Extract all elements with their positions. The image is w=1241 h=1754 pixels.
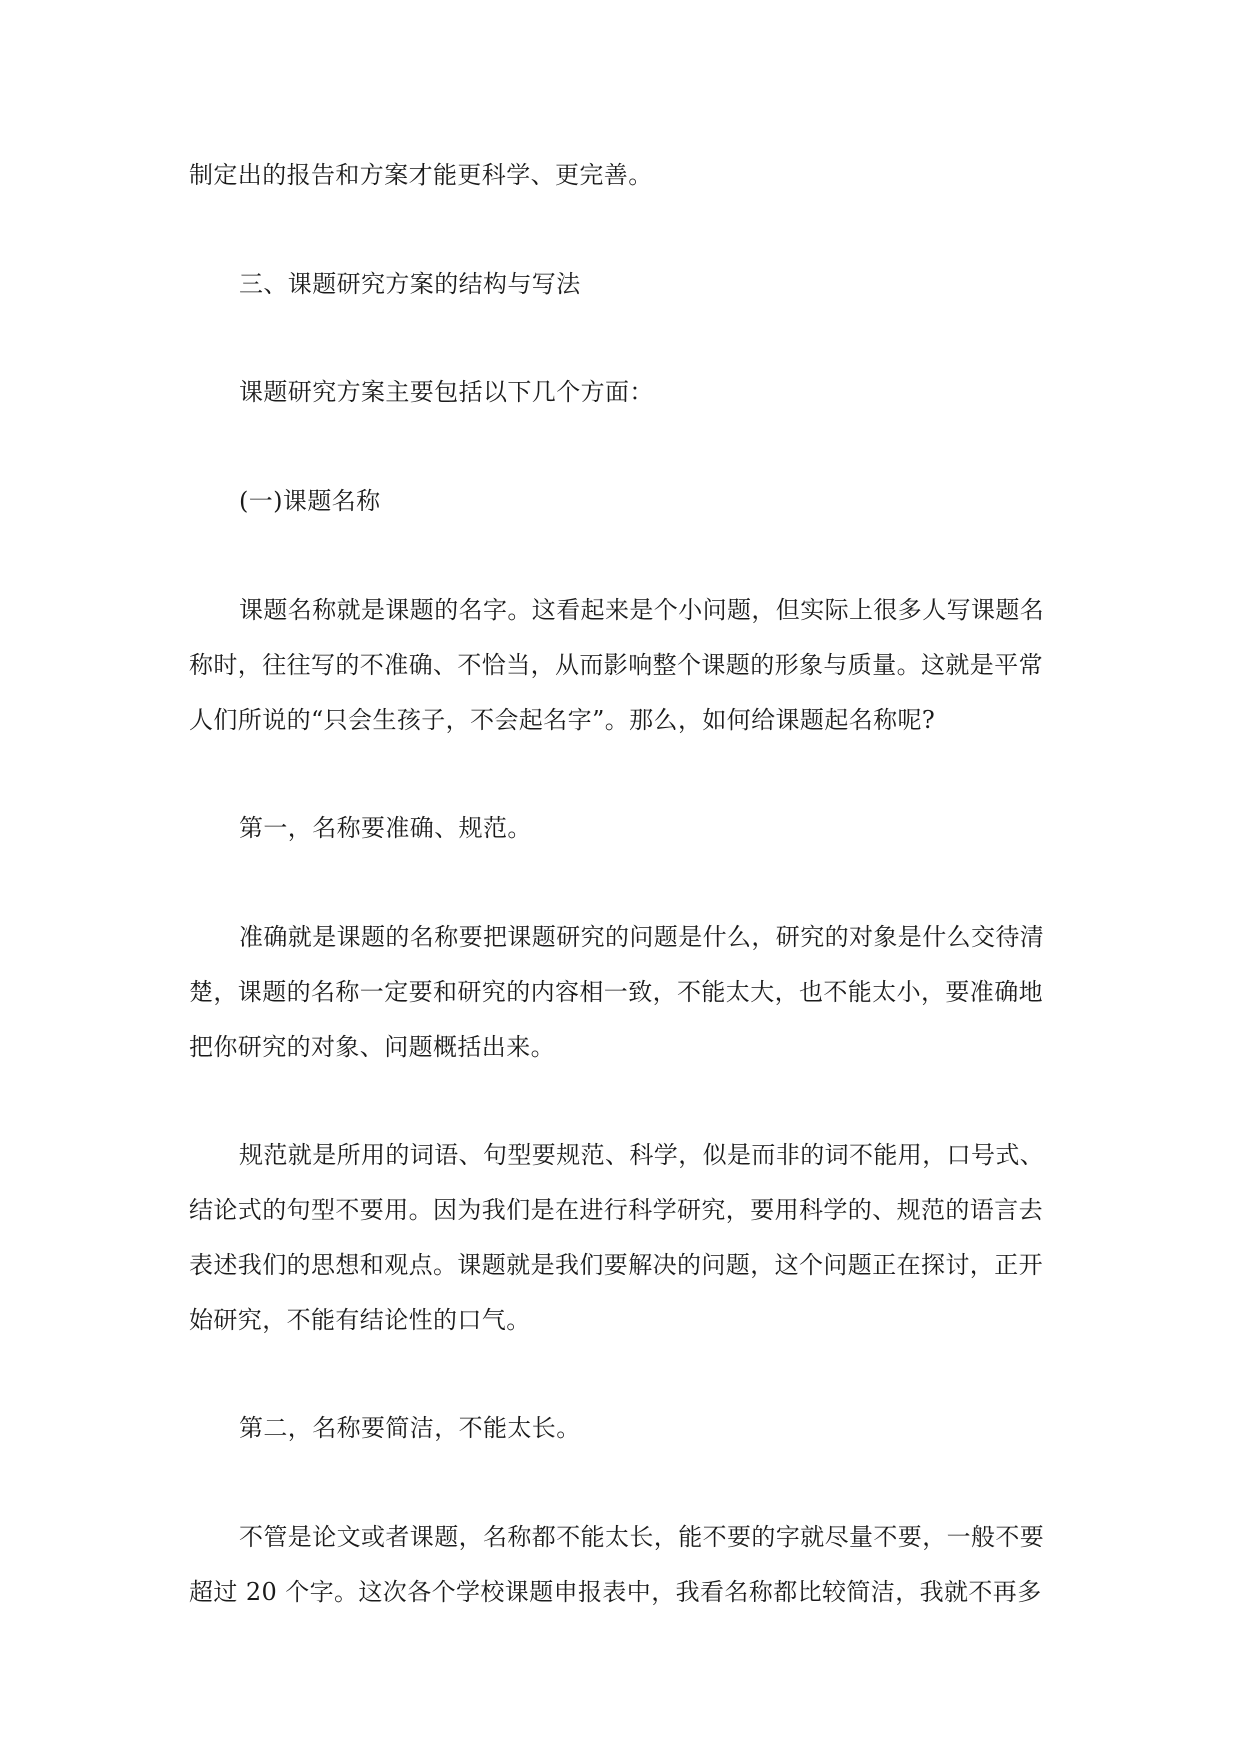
paragraph-line: 把你研究的对象、问题概括出来。 [189, 1033, 555, 1061]
paragraph-line: 课题名称就是课题的名字。这看起来是个小问题，但实际上很多人写课题名 [239, 596, 1045, 624]
paragraph-line: 不管是论文或者课题，名称都不能太长，能不要的字就尽量不要，一般不要 [239, 1523, 1045, 1551]
paragraph-line: 人们所说的“只会生孩子，不会起名字”。那么，如何给课题起名称呢? [189, 706, 936, 734]
point-heading: 第一，名称要准确、规范。 [239, 814, 532, 842]
subsection-heading: (一)课题名称 [239, 487, 381, 515]
paragraph-line: 规范就是所用的词语、句型要规范、科学，似是而非的词不能用，口号式、 [239, 1141, 1045, 1169]
paragraph-line: 称时，往往写的不准确、不恰当，从而影响整个课题的形象与质量。这就是平常 [189, 651, 1043, 679]
paragraph-line: 课题研究方案主要包括以下几个方面： [239, 378, 654, 406]
paragraph-line: 表述我们的思想和观点。课题就是我们要解决的问题，这个问题正在探讨，正开 [189, 1251, 1043, 1279]
paragraph-line: 结论式的句型不要用。因为我们是在进行科学研究，要用科学的、规范的语言去 [189, 1196, 1043, 1224]
paragraph-line: 制定出的报告和方案才能更科学、更完善。 [189, 161, 653, 189]
paragraph-line: 超过 20 个字。这次各个学校课题申报表中，我看名称都比较简洁，我就不再多 [189, 1578, 1042, 1606]
paragraph-line: 楚，课题的名称一定要和研究的内容相一致，不能太大，也不能太小，要准确地 [189, 978, 1043, 1006]
point-heading: 第二，名称要简洁，不能太长。 [239, 1414, 581, 1442]
paragraph-line: 始研究，不能有结论性的口气。 [189, 1306, 531, 1334]
paragraph-line: 准确就是课题的名称要把课题研究的问题是什么，研究的对象是什么交待清 [239, 923, 1045, 951]
section-heading: 三、课题研究方案的结构与写法 [239, 270, 581, 298]
